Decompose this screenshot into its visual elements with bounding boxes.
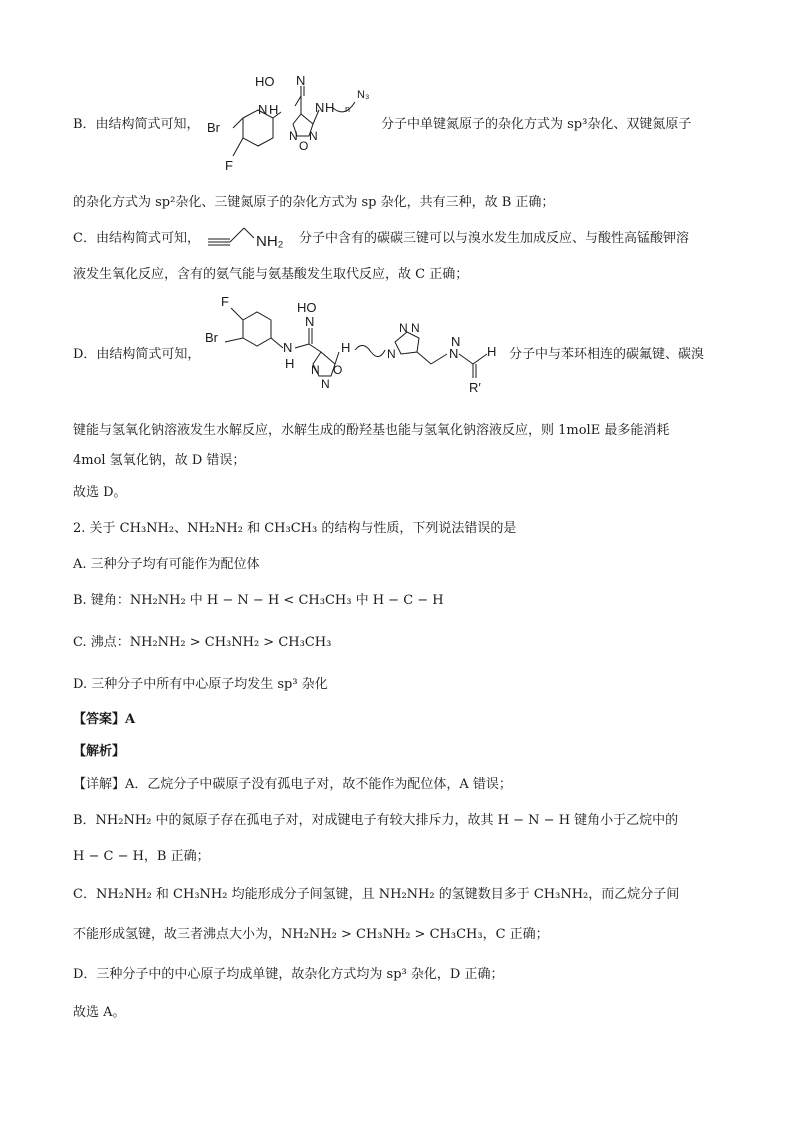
mol-d-o2: R′ [469, 380, 481, 395]
explanation-line-1: 【详解】A．乙烷分子中碳原子没有孤电子对，故不能作为配位体，A 错误； [73, 777, 512, 792]
mol-d-n3: H [341, 340, 351, 355]
question-2-option-b: B. 键角：NH₂NH₂ 中 H − N − H < CH₃CH₃ 中 H − C − H [73, 593, 444, 608]
explanation-line-5: 不能形成氢键，故三者沸点大小为，NH₂NH₂ > CH₃NH₂ > CH₃CH₃，C 正确； [73, 927, 549, 942]
mol-d-br: Br [205, 330, 218, 345]
question-2-option-c: C. 沸点：NH₂NH₂ > CH₃NH₂ > CH₃CH₃ [73, 635, 332, 650]
mol-b-h1: H [269, 102, 279, 117]
question-2-option-a: A. 三种分子均有可能作为配位体 [73, 557, 260, 572]
mol-d-n6: N [399, 321, 408, 335]
mol-d-n2: N [305, 314, 315, 329]
mol-d-h2: N [451, 334, 461, 349]
mol-d-r-prime: H [487, 344, 497, 359]
mol-b-n4: N [289, 129, 298, 143]
mol-d-n4: N [311, 363, 320, 377]
option-b-suffix: 分子中单键氮原子的杂化方式为 sp³杂化、双键氮原子 [381, 117, 692, 132]
mol-b-n3: N [315, 100, 325, 115]
question-2-stem: 2. 关于 CH₃NH₂、NH₂NH₂ 和 CH₃CH₃ 的结构与性质，下列说法错误的是 [73, 521, 517, 536]
mol-b-ho: HO [255, 74, 275, 89]
option-c-prefix: C．由结构简式可知， [73, 231, 200, 246]
analysis-label: 【解析】 [73, 744, 126, 759]
mol-b-n3-azide: N₃ [357, 89, 370, 101]
mol-b-n1: N [296, 73, 306, 88]
mol-d-n1: N [283, 340, 293, 355]
option-d-line3: 4mol 氢氧化钠，故 D 错误； [73, 453, 246, 468]
option-d-line2: 键能与氢氧化钠溶液发生水解反应，水解生成的酚羟基也能与氢氧化钠溶液反应，则 1molE 最多能消耗 [73, 423, 670, 438]
mol-d-h1: H [285, 356, 295, 371]
mol-b-o: O [299, 139, 309, 153]
explanation-line-6: D．三种分子中的中心原子均成单键，故杂化方式均为 sp³ 杂化，D 正确； [73, 967, 504, 982]
option-b-line2: 的杂化方式为 sp²杂化、三键氮原子的杂化方式为 sp 杂化，共有三种，故 B 正确； [73, 195, 555, 210]
mol-d-n9: N [449, 346, 459, 361]
mol-d-f: F [221, 294, 229, 309]
answer-label: 【答案】A [73, 712, 136, 727]
option-c-line2: 液发生氧化反应，含有的氨气能与氨基酸发生取代反应，故 C 正确； [73, 267, 469, 282]
mol-b-n2: N [258, 102, 268, 117]
molecule-d-structure [203, 292, 509, 400]
mol-b-h2: H [325, 100, 335, 115]
molecule-b-structure [203, 66, 381, 178]
mol-b-n-sub: n [345, 104, 351, 114]
mol-d-n7: N [411, 321, 420, 335]
conclusion-2: 故选 A。 [73, 1005, 126, 1020]
mol-d-ho: HO [297, 300, 317, 315]
explanation-line-4: C．NH₂NH₂ 和 CH₃NH₂ 均能形成分子间氢键，且 NH₂NH₂ 的氢键数目多于 CH₃NH₂，而乙烷分子间 [73, 887, 680, 902]
mol-d-n8: N [387, 347, 396, 361]
mol-d-o: N [321, 377, 330, 391]
mol-d-n5: O [333, 363, 343, 377]
mol-b-br: Br [207, 120, 220, 135]
mol-b-f: F [225, 158, 233, 173]
option-c-suffix: 分子中含有的碳碳三键可以与溴水发生加成反应、与酸性高锰酸钾溶 [299, 231, 690, 246]
molecule-c-structure [204, 222, 300, 254]
option-d-suffix: 分子中与苯环相连的碳氟键、碳溴 [509, 347, 705, 362]
conclusion-1: 故选 D。 [73, 485, 127, 500]
mol-b-n5: N [309, 129, 318, 143]
mol-c-nh2: NH₂ [256, 233, 284, 250]
explanation-line-2: B．NH₂NH₂ 中的氮原子存在孤电子对，对成键电子有较大排斥力，故其 H − N − H 键角小于乙烷中的 [73, 813, 679, 828]
explanation-line-3: H − C − H，B 正确； [73, 849, 210, 864]
question-2-option-d: D. 三种分子中所有中心原子均发生 sp³ 杂化 [73, 677, 328, 692]
option-b-prefix: B．由结构简式可知， [73, 117, 200, 132]
option-d-prefix: D．由结构简式可知， [73, 347, 201, 362]
